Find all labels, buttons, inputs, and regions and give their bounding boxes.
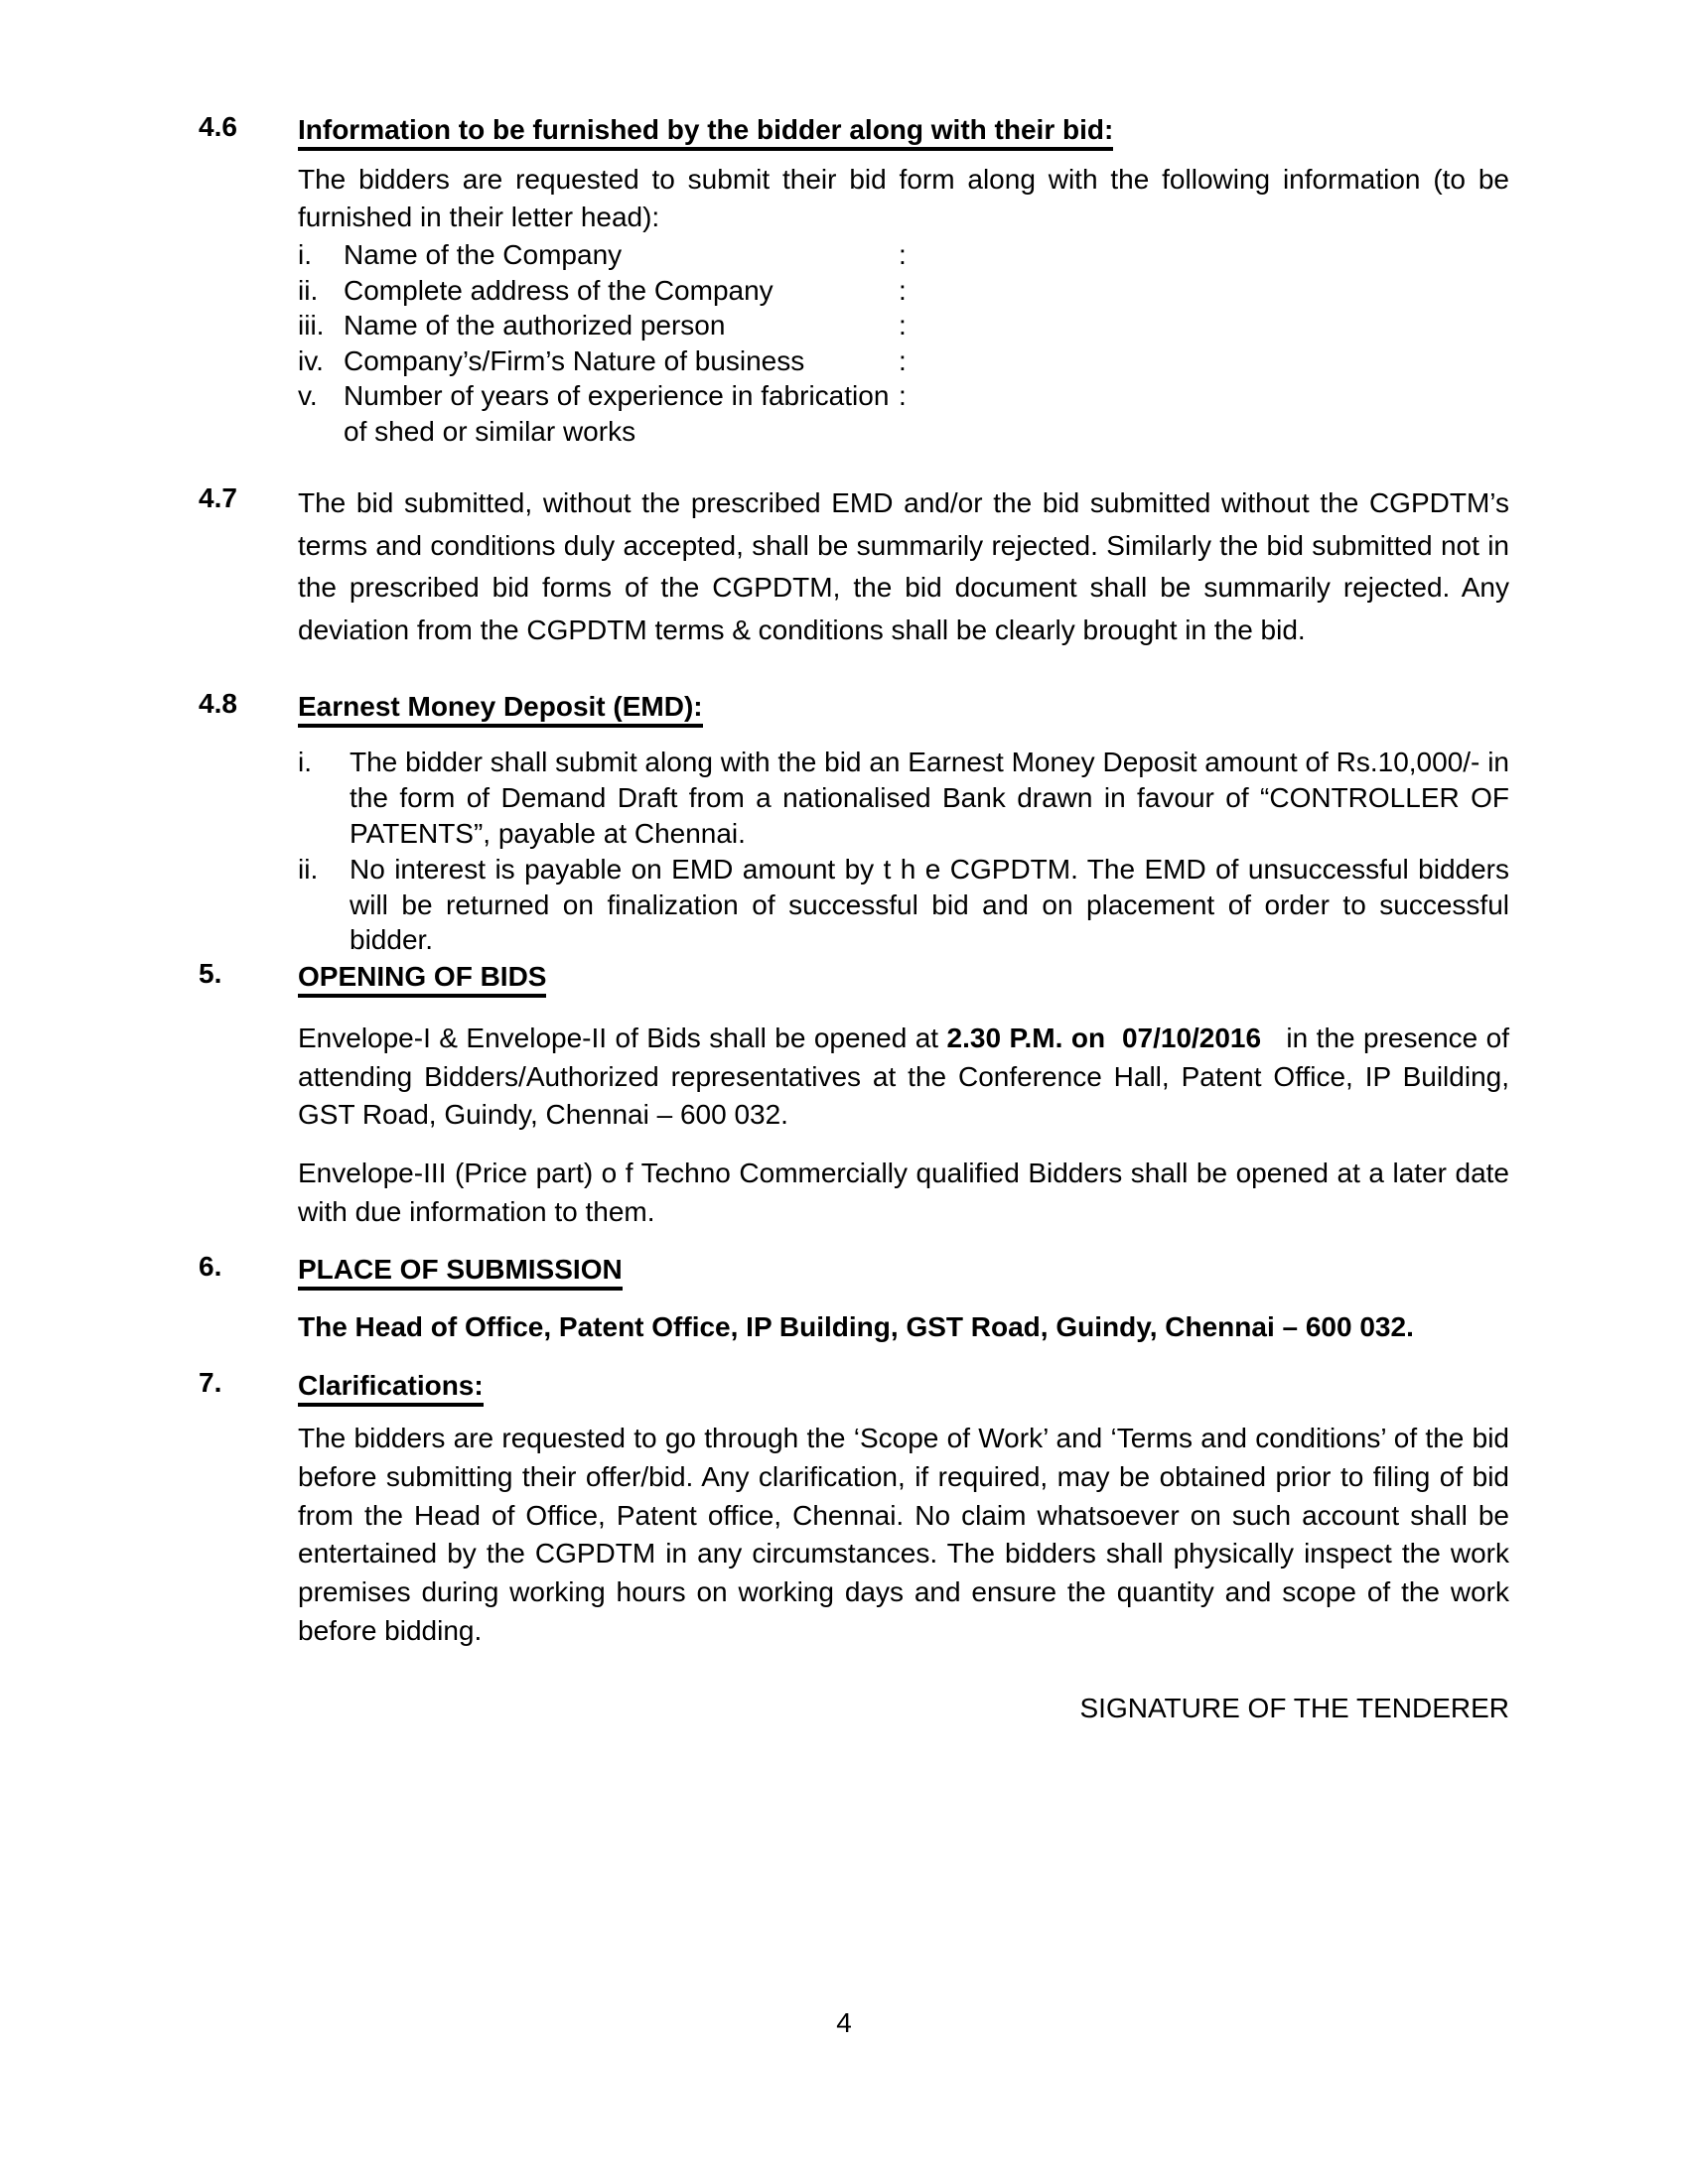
section-4-6-number: 4.6 — [199, 111, 237, 142]
section-4-7-paragraph: The bid submitted, without the prescribed EMD and/or the bid submitted without the CGPDTM’s terms and conditions duly accepted, shall be summarily rejected. Similarly the bid submitted not in the prescribed bid forms of the CGPDTM, the bid document shall be summarily rejected. Any deviation from the CGPDTM terms & conditions shall be clearly brought in the bid. — [298, 487, 1509, 645]
section-6-heading-text: PLACE OF SUBMISSION — [298, 1254, 623, 1291]
section-7 — [199, 1367, 1509, 1651]
list-item-colon: : — [899, 310, 907, 341]
section-7-heading — [298, 1367, 1509, 1405]
section-5 — [199, 958, 1509, 1231]
list-item-label: Number of years of experience in fabrication of shed or similar works — [344, 380, 890, 447]
section-4-6-heading — [298, 111, 1509, 149]
list-item-label: Company’s/Firm’s Nature of business — [344, 344, 805, 376]
section-4-7-number: 4.7 — [199, 482, 237, 514]
section-6-address: The Head of Office, Patent Office, IP Building, GST Road, Guindy, Chennai – 600 032. — [298, 1311, 1414, 1342]
list-item — [298, 343, 1509, 379]
list-item-marker: ii. — [298, 853, 319, 885]
section-7-heading-text: Clarifications: — [298, 1370, 484, 1407]
section-5-paragraph-1: Envelope-I & Envelope-II of Bids shall be opened at 2.30 P.M. on 07/10/2016 in the presence of attending Bidders/Authorized representatives at the Conference Hall, Patent Office, IP Building, GST Road, Guindy, Chennai – 600 032. — [298, 1023, 1510, 1131]
section-4-8-number: 4.8 — [199, 687, 237, 719]
section-4-7 — [199, 482, 1509, 651]
list-item — [298, 745, 1509, 851]
list-item-marker: iii. — [298, 310, 325, 341]
bidder-info-list — [298, 237, 1509, 449]
list-item-marker: i. — [298, 747, 312, 778]
section-4-8-heading — [298, 688, 1509, 726]
section-6-heading — [298, 1251, 1509, 1289]
section-7-paragraph: The bidders are requested to go through the ‘Scope of Work’ and ‘Terms and conditions’ of the bid before submitting their offer/bid. Any clarification, if required, may be obtained prior to filing of bid from the Head of Office, Patent office, Chennai. No claim whatsoever on such account shall be entertained by the CGPDTM in any circumstances. The bidders shall physically inspect the work premises during working hours on working days and ensure the quantity and scope of the work before bidding. — [298, 1423, 1509, 1646]
list-item-marker: v. — [298, 380, 318, 412]
list-item-label: Name of the authorized person — [344, 310, 726, 341]
list-item — [298, 852, 1509, 958]
section-5-number: 5. — [199, 958, 222, 990]
signature-line: SIGNATURE OF THE TENDERER — [1079, 1693, 1509, 1724]
list-item-marker: ii. — [298, 274, 319, 306]
section-5-paragraph-2: Envelope-III (Price part) o f Techno Commercially qualified Bidders shall be opened at a later date with due information to them. — [298, 1157, 1509, 1227]
section-6-body — [298, 1251, 1509, 1346]
section-4-8 — [199, 688, 1509, 959]
emd-list — [298, 745, 1509, 958]
list-item-marker: i. — [298, 239, 312, 271]
list-item-text: No interest is payable on EMD amount by t h e CGPDTM. The EMD of unsuccessful bidders will be returned on finalization of successful bid and on placement of order to successful bidder. — [350, 853, 1509, 956]
list-item-colon: : — [899, 344, 907, 376]
section-6-number: 6. — [199, 1251, 222, 1283]
list-item — [298, 273, 1509, 309]
list-item-marker: iv. — [298, 344, 324, 376]
section-4-8-body — [298, 688, 1509, 959]
section-4-6-body — [298, 111, 1509, 449]
section-5-heading — [298, 958, 1509, 996]
list-item-label: Complete address of the Company — [344, 274, 774, 306]
list-item — [298, 237, 1509, 273]
document-content — [199, 111, 1509, 1727]
section-4-8-heading-text: Earnest Money Deposit (EMD): — [298, 691, 703, 728]
list-item-text: The bidder shall submit along with the bid an Earnest Money Deposit amount of Rs.10,000/- in the form of Demand Draft from a nationalised Bank drawn in favour of “CONTROLLER OF PATENTS”, payable at Chennai. — [350, 747, 1509, 849]
list-item — [298, 378, 1509, 449]
list-item-colon: : — [899, 274, 907, 306]
section-4-6-intro: The bidders are requested to submit their bid form along with the following information (to be furnished in their letter head): — [298, 163, 1509, 233]
section-4-6-heading-text: Information to be furnished by the bidder along with their bid: — [298, 114, 1113, 151]
list-item-colon: : — [899, 239, 907, 271]
section-6 — [199, 1251, 1509, 1346]
list-item — [298, 308, 1509, 343]
page-number: 4 — [836, 2007, 852, 2038]
section-7-body — [298, 1367, 1509, 1651]
list-item-label: Name of the Company — [344, 239, 623, 271]
section-5-heading-text: OPENING OF BIDS — [298, 961, 546, 998]
section-5-body — [298, 958, 1509, 1231]
section-7-number: 7. — [199, 1366, 222, 1398]
section-4-6 — [199, 111, 1509, 449]
list-item-colon: : — [899, 380, 907, 412]
